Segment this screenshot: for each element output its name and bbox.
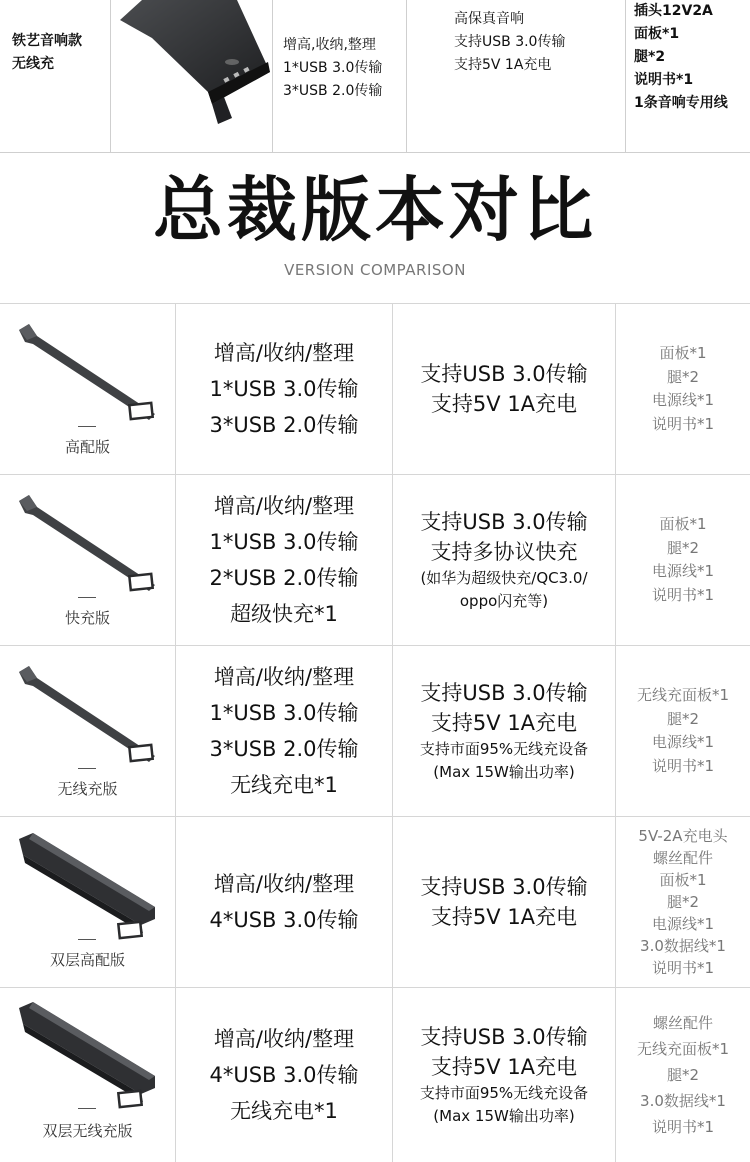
accessory-item: 腿*2 [666,1066,700,1084]
accessory-item: 面板*1 [659,515,707,533]
support-note: (Max 15W输出功率) [433,1107,575,1125]
accessory-item: 3.0数据线*1 [640,937,726,955]
support-line: 支持USB 3.0传输 [420,510,588,534]
feature-line: 增高/收纳/整理 [213,1027,355,1051]
version-name: 无线充版 [57,780,118,798]
support-note: 支持市面95%无线充设备 [419,1084,589,1102]
top-product-accessories: 插头12V2A 面板*1 腿*2 说明书*1 1条音响专用线 [634,3,728,111]
version-row [0,816,750,987]
feature-line: 3*USB 2.0传输 [209,413,359,437]
monitor-stand-icon [15,664,160,768]
support-line: 支持USB 3.0传输 [420,875,588,899]
support-line: 支持5V 1A充电 [430,711,578,735]
feature-line: 增高/收纳/整理 [213,494,355,518]
support-line: 支持5V 1A充电 [430,905,578,929]
accessory-item: 腿*2 [666,893,700,911]
support-note: oppo闪充等) [459,592,549,610]
accessory-item: 3.0数据线*1 [640,1092,726,1110]
version-row [0,303,750,474]
accessory-item: 说明书*1 [651,414,715,433]
feature-line: 增高/收纳/整理 [213,665,355,689]
accessory-item: 电源线*1 [651,733,715,751]
feature-line: 4*USB 3.0传输 [209,1063,359,1087]
top-product-name: 铁艺音响款 无线充 [12,33,82,72]
feature-line: 增高/收纳/整理 [213,872,355,896]
feature-line: 1*USB 3.0传输 [209,530,359,554]
monitor-stand-icon [15,493,160,597]
top-product-features: 增高,收纳,整理 1*USB 3.0传输 3*USB 2.0传输 [283,37,383,99]
top-product-support: 高保真音响 支持USB 3.0传输 支持5V 1A充电 [454,11,566,73]
accessory-item: 5V-2A充电头 [638,827,728,845]
support-line: 支持5V 1A充电 [430,392,578,416]
version-name: 双层高配版 [49,951,125,969]
accessory-item: 无线充面板*1 [636,686,730,704]
monitor-stand-icon [15,322,160,426]
accessory-item: 腿*2 [666,709,700,728]
page-subtitle: VERSION COMPARISON [284,261,466,279]
accessory-item: 说明书*1 [651,756,715,775]
feature-line: 无线充电*1 [230,773,338,797]
accessory-item: 螺丝配件 [652,1014,713,1032]
accessory-item: 说明书*1 [651,1118,715,1136]
accessory-item: 腿*2 [666,367,700,386]
version-name: 快充版 [64,609,110,627]
accessory-item: 腿*2 [666,538,700,557]
feature-line: 1*USB 3.0传输 [209,377,359,401]
version-name: 双层无线充版 [42,1122,133,1140]
feature-line: 2*USB 2.0传输 [209,566,359,590]
feature-line: 3*USB 2.0传输 [209,737,359,761]
accessory-item: 电源线*1 [651,391,715,409]
support-note: 支持市面95%无线充设备 [419,740,589,758]
accessory-item: 电源线*1 [651,562,715,580]
accessory-item: 电源线*1 [651,915,715,933]
accessory-item: 说明书*1 [651,585,715,604]
support-line: 支持多协议快充 [430,540,578,564]
feature-line: 增高/收纳/整理 [213,341,355,365]
feature-line: 无线充电*1 [230,1099,338,1123]
version-row [0,987,750,1162]
feature-line: 4*USB 3.0传输 [209,908,359,932]
support-line: 支持USB 3.0传输 [420,681,588,705]
feature-line: 1*USB 3.0传输 [209,701,359,725]
support-note: (Max 15W输出功率) [433,763,575,781]
top-product-row [0,0,750,153]
accessory-item: 无线充面板*1 [636,1040,730,1058]
version-row [0,645,750,816]
speaker-stand-image [112,0,272,130]
accessory-item: 说明书*1 [651,959,715,977]
double-layer-stand-icon [15,1002,160,1116]
support-line: 支持5V 1A充电 [430,1055,578,1079]
accessory-item: 面板*1 [659,344,707,362]
version-row [0,474,750,645]
double-layer-stand-icon [15,833,160,947]
page-title: 总裁版本对比 [153,169,597,251]
feature-line: 超级快充*1 [230,602,338,626]
support-line: 支持USB 3.0传输 [420,362,588,386]
support-line: 支持USB 3.0传输 [420,1025,588,1049]
version-name: 高配版 [64,438,110,456]
support-note: (如华为超级快充/QC3.0/ [420,569,588,587]
accessory-item: 螺丝配件 [652,849,713,867]
accessory-item: 面板*1 [659,871,707,889]
